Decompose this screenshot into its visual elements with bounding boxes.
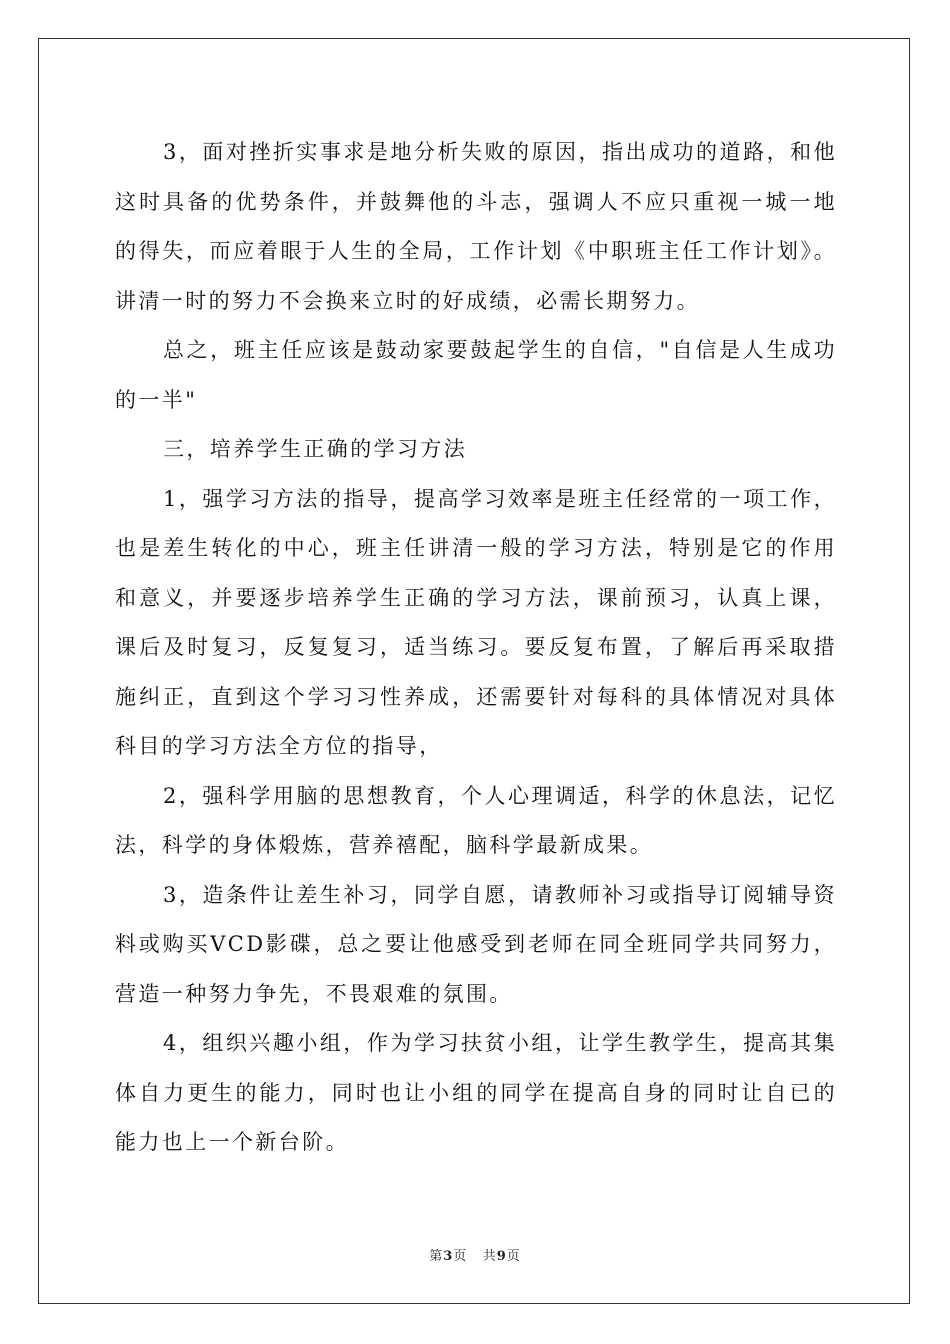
paragraph-interest-groups: 4，组织兴趣小组，作为学习扶贫小组，让学生教学生，提高其集体自力更生的能力，同时也让小组的同学在提高自身的同时让自已的能力也上一个新台阶。 [115, 1031, 837, 1154]
page-prefix: 第 [429, 1249, 444, 1264]
page-suffix: 页 [453, 1249, 468, 1264]
total-page-count: 9 [496, 1249, 507, 1264]
paragraph-frustration: 3，面对挫折实事求是地分析失败的原因，指出成功的道路，和他这时具备的优势条件，并鼓舞他的斗志，强调人不应只重视一城一地的得失，而应着眼于人生的全局，工作计划《中职班主任工作计划》。讲清一时的努力不会换来立时的好成绩，必需长期努力。 [115, 140, 837, 313]
total-prefix: 共 [482, 1249, 497, 1264]
current-page-number: 3 [443, 1249, 454, 1264]
paragraph-brain-education: 2，强科学用脑的思想教育，个人心理调适，科学的休息法，记忆法，科学的身体煅炼，营养禧配，脑科学最新成果。 [115, 783, 837, 857]
paragraph-summary: 总之，班主任应该是鼓动家要鼓起学生的自信，"自信是人生成功的一半" [115, 338, 837, 412]
paragraph-tutoring: 3，造条件让差生补习，同学自愿，请教师补习或指导订阅辅导资料或购买VCD影碟，总之要让他感受到老师在同全班同学共同努力，营造一种努力争先，不畏艰难的氛围。 [115, 882, 837, 1006]
paragraph-method-guidance: 1，强学习方法的指导，提高学习效率是班主任经常的一项工作，也是差生转化的中心，班主任讲清一般的学习方法，特别是它的作用和意义，并要逐步培养学生正确的学习方法，课前预习，认真上课，课后及时复习，反复复习，适当练习。要反复布置，了解后再采取措施纠正，直到这个学习习性养成，还需要针对每科的具体情况对具体科目的学习方法全方位的指导， [115, 486, 837, 758]
document-body [115, 128, 837, 1168]
total-suffix: 页 [506, 1249, 521, 1264]
section-heading-study-methods: 三，培养学生正确的学习方法 [163, 437, 468, 461]
page-footer [0, 1245, 950, 1264]
